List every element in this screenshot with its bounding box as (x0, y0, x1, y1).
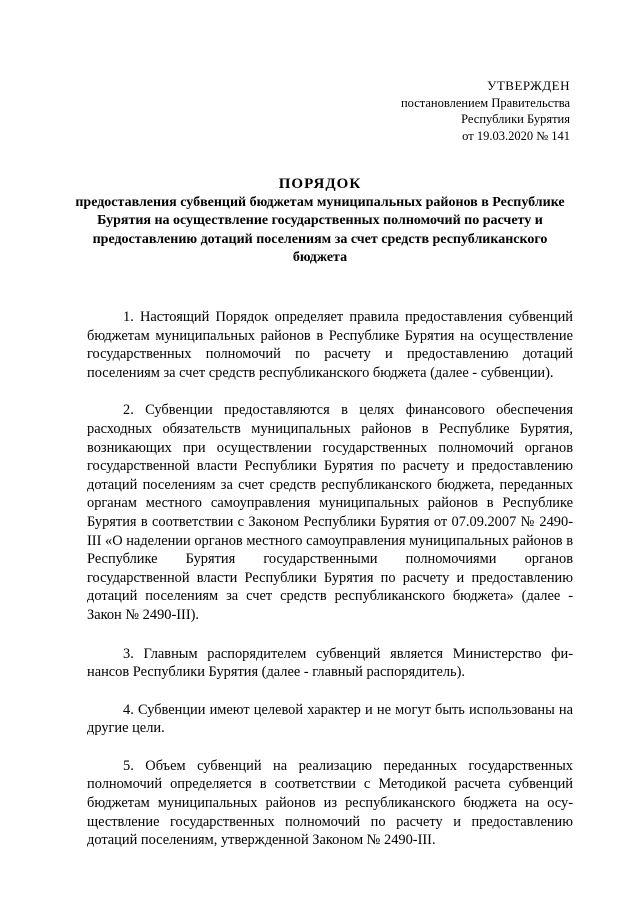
paragraph-5: 5. Объем субвенций на реализацию переданных государственных полномочий определяется в соответствии с Методикой расчета субвенций бюджетам муниципальных районов из республиканского бюджета на осуществление государственных полномочий по расчету и предоставлению дотаций поселениям, утвержденной Законом № 2490-III. (87, 757, 573, 849)
paragraph-4: 4. Субвенции имеют целевой характер и не могут быть использованы на другие цели. (87, 701, 573, 737)
paragraph-2: 2. Субвенции предоставляются в целях финансового обеспечения расходных обязательств муниципальных районов в Республике Бурятия, возникающих при осуществлении государственных полномочий органов государственной власти Республики Бурятия по расчету и предоставлению дотаций поселениям за счет средств республиканского бюджета, переданных органам местного самоуправления муниципальных районов в Республике Бурятия в соответствии с Законом Республики Бурятия от 07.09.2007 № 2490-III «О наделении органов местного самоуправления муниципальных районов в Республике Бурятия государственными полномочиями органов государственной власти Республики Бурятия по расчету и предоставлению дотаций поселениям за счет средств республиканского бюджета» (далее - Закон № 2490-III). (87, 402, 573, 623)
paragraph-1: 1. Настоящий Порядок определяет правила предоставления субвенций бюджетам муниципальных районов в Республике Бурятия на осуществление государственных полномочий по расчету и предоставлению дотаций поселениям за счет средств республиканского бюджета (далее - субвенции). (87, 309, 573, 381)
document-title: ПОРЯДОК (278, 176, 362, 192)
document-body (87, 308, 573, 869)
paragraph-3: 3. Главным распорядителем субвенций является Министерство финансов Республики Бурятия (далее - главный распорядитель). (87, 645, 573, 681)
approval-line-3: от 19.03.2020 № 141 (462, 128, 570, 143)
approval-line-1: постановлением Правительства (400, 95, 570, 110)
document-heading (70, 175, 570, 267)
approval-stamp (401, 78, 570, 144)
approval-title: УТВЕРЖДЕН (487, 78, 570, 93)
document-subtitle: предоставления субвенций бюджетам муниципальных районов в Республике Бурятия на осуществление государственных полномочий по расчету и предоставлению дотаций поселениям за счет средств республиканского бюджета (75, 195, 565, 265)
approval-line-2: Республики Бурятия (461, 112, 570, 126)
